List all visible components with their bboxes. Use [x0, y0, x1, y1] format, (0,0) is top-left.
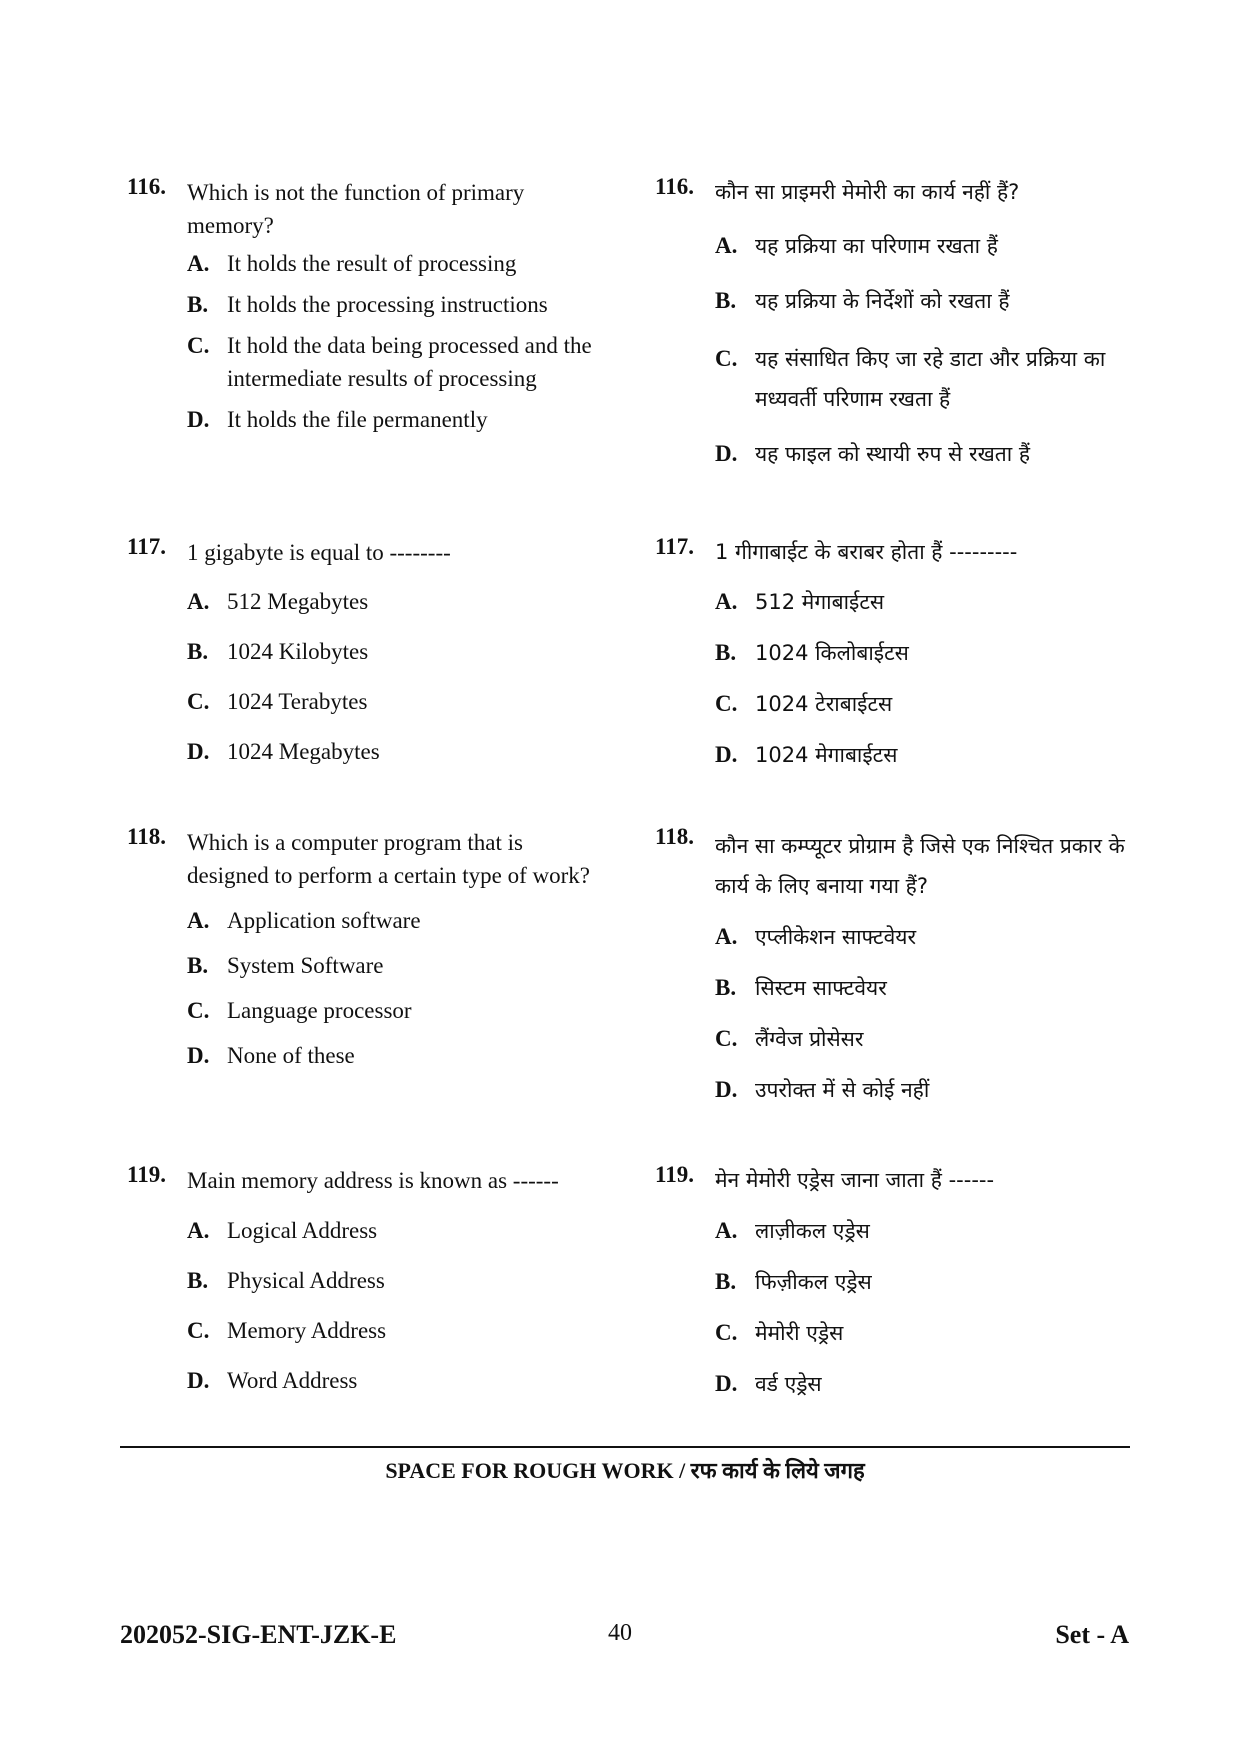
- option-c: C. Language processor: [187, 998, 412, 1023]
- question-text: मेन मेमोरी एड्रेस जाना जाता हैं ------: [715, 1168, 995, 1192]
- question-text: 1 gigabyte is equal to --------: [187, 540, 451, 565]
- question-number: 118.: [127, 824, 166, 849]
- question-text: कौन सा कम्प्यूटर प्रोग्राम है जिसे एक निश्चित प्रकार के कार्य के लिए बनाया गया हैं?: [715, 834, 1125, 898]
- option-d: D. 1024 मेगाबाईटस: [715, 742, 898, 767]
- question-116-hi: [655, 176, 1125, 471]
- option-c: C. Memory Address: [187, 1318, 387, 1343]
- option-b: B. 1024 Kilobytes: [187, 639, 369, 664]
- option-c: C. 1024 टेराबाईटस: [715, 691, 893, 716]
- option-d: D. यह फाइल को स्थायी रुप से रखता हैं: [715, 441, 1031, 466]
- question-117-hi: [655, 536, 1125, 772]
- question-text: कौन सा प्राइमरी मेमोरी का कार्य नहीं हैं?: [715, 180, 1020, 204]
- page-number: 40: [608, 1620, 632, 1646]
- question-119-hi: [655, 1164, 1125, 1401]
- option-b: B. System Software: [187, 953, 384, 978]
- question-number: 117.: [655, 534, 694, 559]
- question-number: 118.: [655, 824, 694, 849]
- option-b: B. 1024 किलोबाईटस: [715, 640, 909, 665]
- question-number: 119.: [127, 1162, 166, 1187]
- option-d: D. It holds the file permanently: [187, 407, 488, 432]
- option-b: B. Physical Address: [187, 1268, 385, 1293]
- option-d: D. वर्ड एड्रेस: [715, 1371, 822, 1396]
- option-a: A. लाज़ीकल एड्रेस: [715, 1218, 870, 1243]
- set-label: Set - A: [1055, 1620, 1129, 1649]
- question-number: 119.: [655, 1162, 694, 1187]
- question-text: Main memory address is known as ------: [187, 1168, 559, 1193]
- option-a: A. Application software: [187, 908, 421, 933]
- option-b: B. सिस्टम साफ्टवेयर: [715, 975, 887, 1000]
- question-116-en: [127, 176, 597, 436]
- option-a: A. It holds the result of processing: [187, 251, 517, 276]
- question-118-hi: [655, 826, 1125, 1107]
- option-a: A. 512 मेगाबाईटस: [715, 589, 885, 614]
- option-c: C. लैंग्वेज प्रोसेसर: [715, 1026, 864, 1051]
- question-number: 116.: [655, 174, 694, 199]
- question-119-en: [127, 1164, 597, 1397]
- option-d: D. उपरोक्त में से कोई नहीं: [715, 1077, 930, 1102]
- option-c: C. It hold the data being processed and the intermediate results of processing: [187, 333, 592, 391]
- rough-work-label: SPACE FOR ROUGH WORK / रफ कार्य के लिये जगह: [385, 1458, 865, 1483]
- option-a: A. यह प्रक्रिया का परिणाम रखता हैं: [715, 233, 998, 258]
- paper-code: 202052-SIG-ENT-JZK-E: [120, 1620, 397, 1649]
- option-b: B. यह प्रक्रिया के निर्देशों को रखता हैं: [715, 288, 1010, 313]
- option-d: D. 1024 Megabytes: [187, 739, 380, 764]
- question-text: 1 गीगाबाईट के बराबर होता हैं ---------: [715, 540, 1018, 564]
- question-118-en: [127, 826, 597, 1072]
- question-117-en: [127, 536, 597, 768]
- option-a: A. एप्लीकेशन साफ्टवेयर: [715, 924, 917, 949]
- option-d: D. Word Address: [187, 1368, 358, 1393]
- option-c: C. 1024 Terabytes: [187, 689, 368, 714]
- question-text: Which is not the function of primary memory?: [187, 180, 525, 238]
- question-number: 116.: [127, 174, 166, 199]
- question-number: 117.: [127, 534, 166, 559]
- option-b: B. फिज़ीकल एड्रेस: [715, 1269, 872, 1294]
- option-c: C. यह संसाधित किए जा रहे डाटा और प्रक्रिया का मध्यवर्ती परिणाम रखता हैं: [715, 346, 1106, 411]
- question-text: Which is a computer program that is designed to perform a certain type of work?: [187, 830, 590, 888]
- option-c: C. मेमोरी एड्रेस: [715, 1320, 844, 1345]
- option-a: A. Logical Address: [187, 1218, 378, 1243]
- rough-work-divider: [120, 1446, 1130, 1448]
- option-b: B. It holds the processing instructions: [187, 292, 548, 317]
- option-a: A. 512 Megabytes: [187, 589, 369, 614]
- option-d: D. None of these: [187, 1043, 355, 1068]
